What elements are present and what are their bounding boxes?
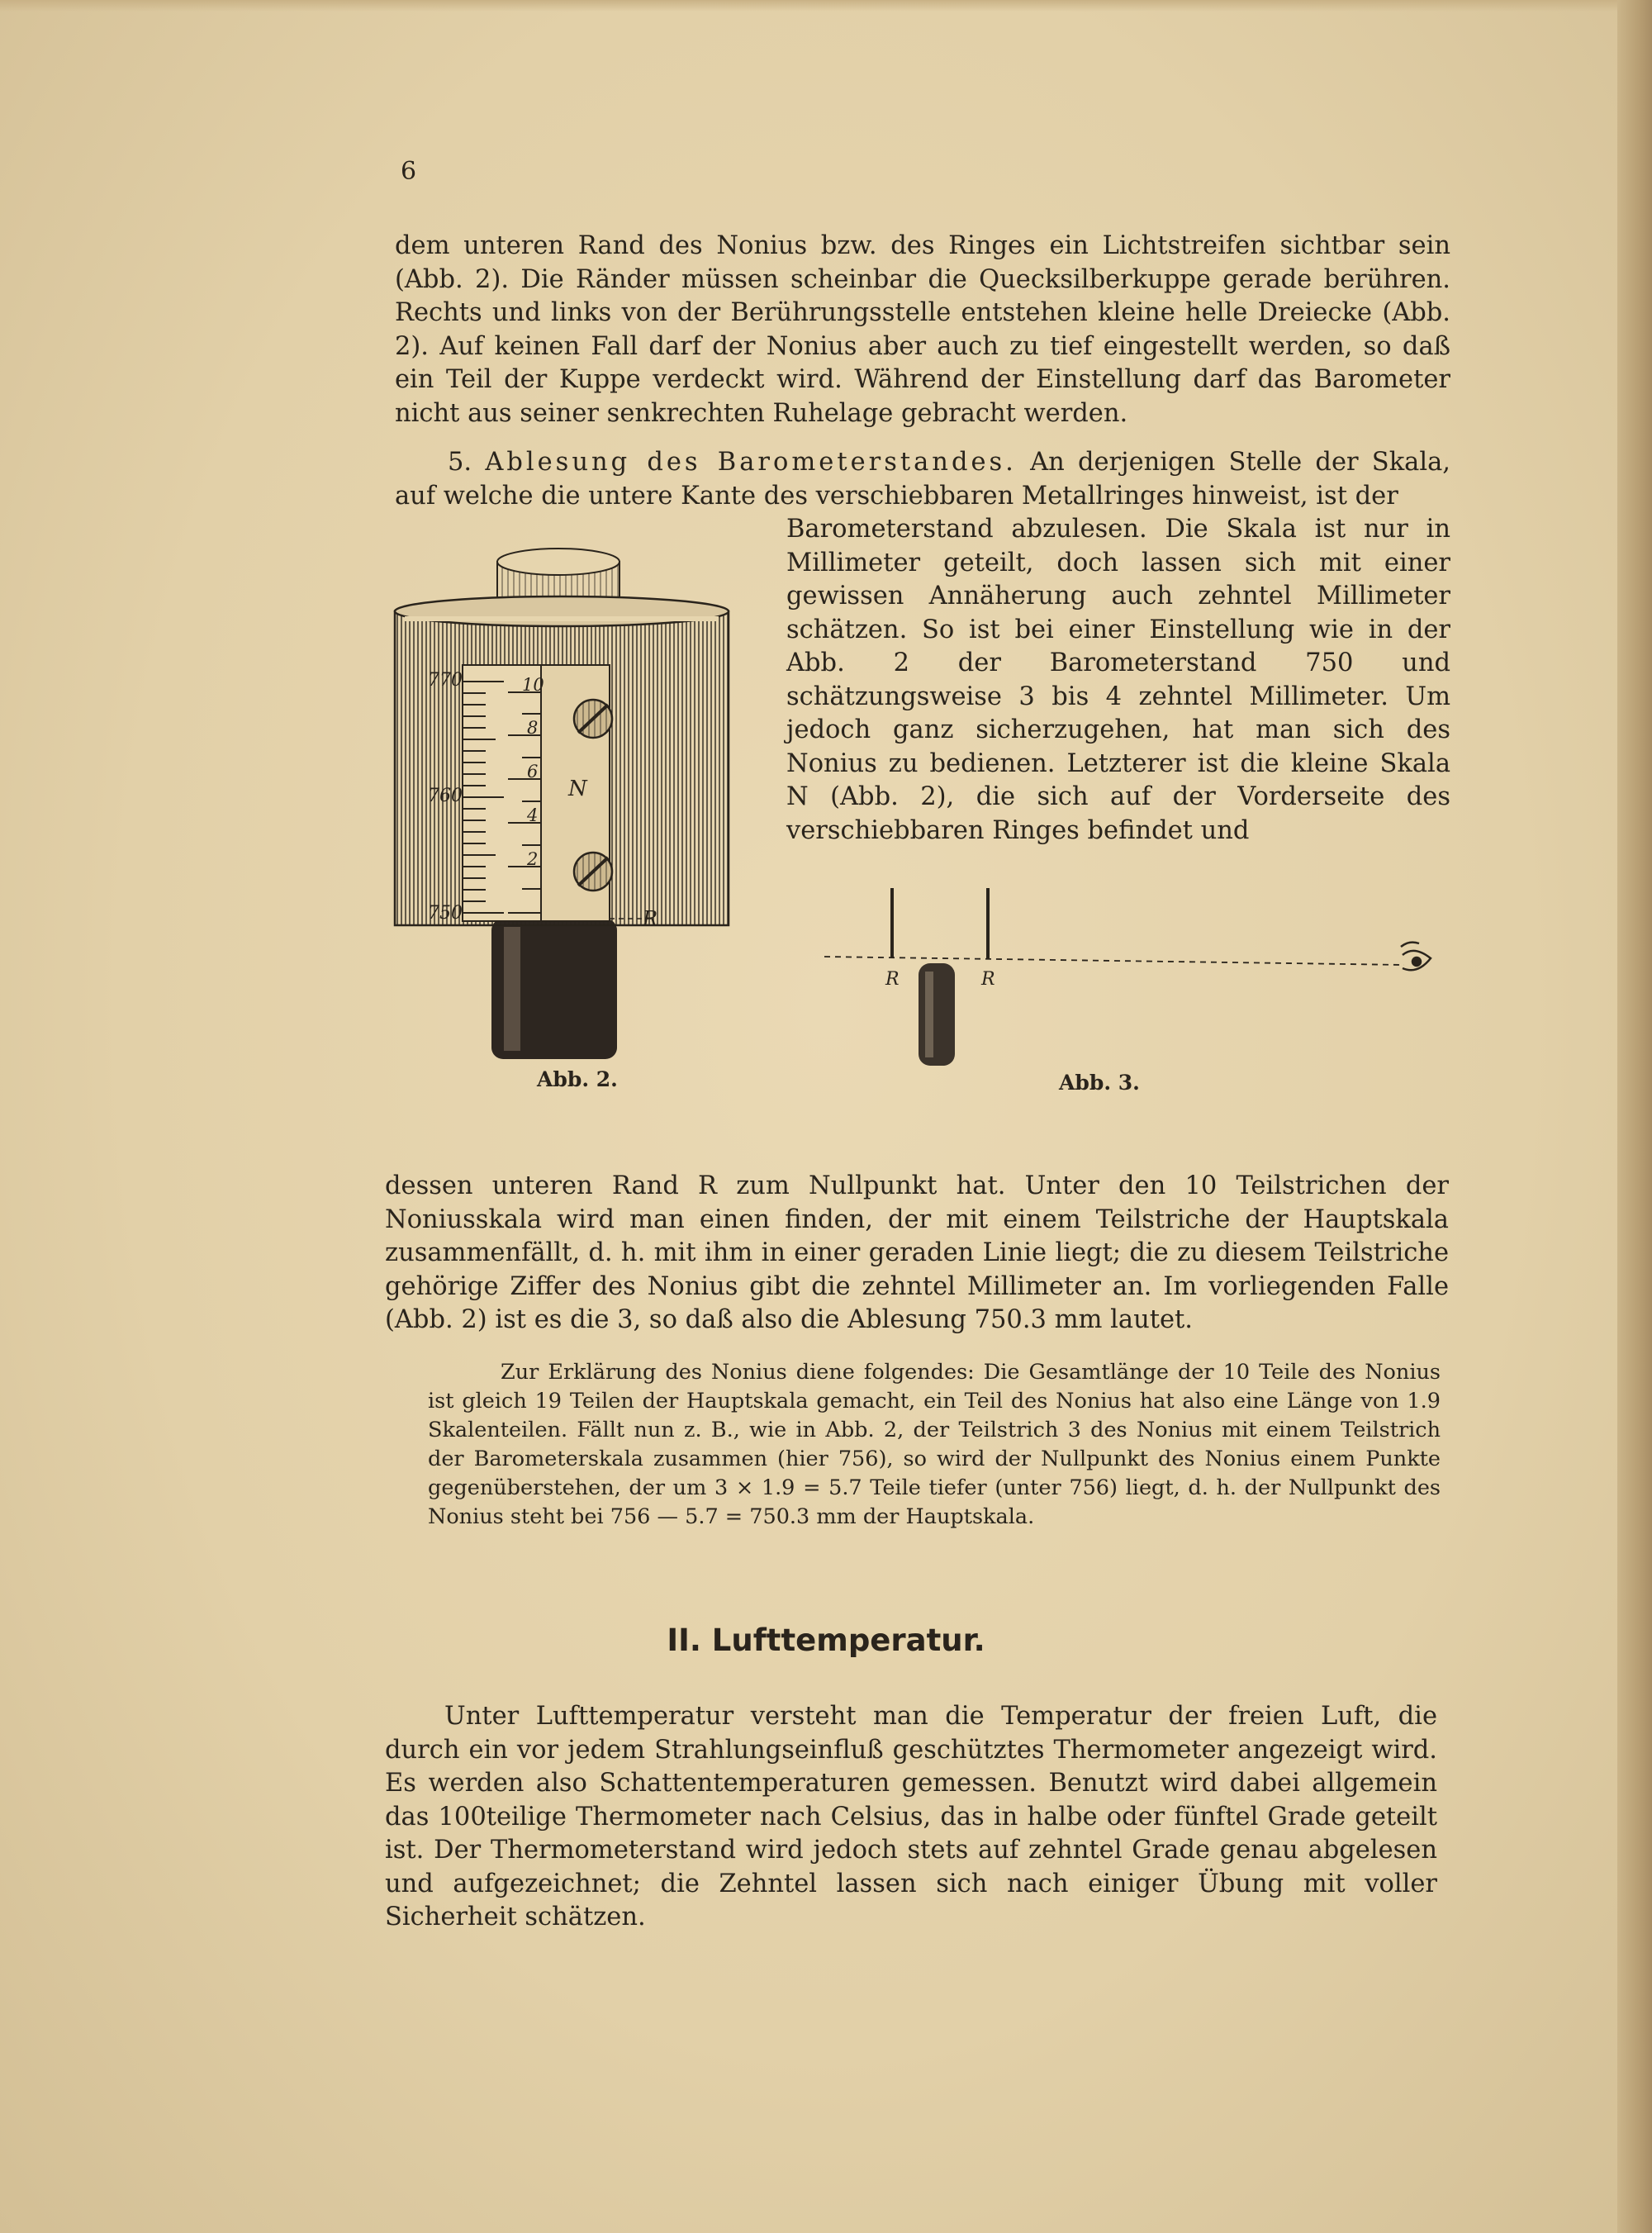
upper-screw [574,700,612,738]
section-2-heading: II. Lufttemperatur. [667,1622,985,1658]
footnote-vernier [428,1358,1441,1532]
fig3-label-R-right: R [981,969,995,990]
page-number: 6 [401,157,417,186]
paragraph-continuation-text: dem unteren Rand des Nonius bzw. des Ringes ein Lichtstreifen sichtbar sein (Abb. 2). Die Ränder müssen scheinbar die Quecksilberkuppe gerade berühren. Rechts und links von der Berührungsstelle entstehen kleine helle Dreiecke (Abb. 2). Auf keinen Fall darf der Nonius aber auch zu tief eingestellt werden, so daß ein Teil der Kuppe verdeckt wird. Während der Einstellung darf das Barometer nicht aus seiner senkrechten Ruhelage gebracht werden. [395,231,1450,428]
scale-label-770: 770 [428,670,463,691]
paragraph-continuation [395,230,1450,430]
figure-2-caption: Abb. 2. [537,1067,618,1091]
scale-label-760: 760 [428,786,463,806]
lower-screw [574,853,612,891]
section-5-heading: Ablesung des Barometerstandes. [485,448,1017,477]
paragraph-vernier-text: dessen unteren Rand R zum Nullpunkt hat. Unter den 10 Teilstrichen der Noniusskala wird man einen finden, der mit einem Teilstriche der Hauptskala zusammenfällt, d. h. mit ihm in einer geraden Linie liegt; die zu diesem Teilstriche gehörige Ziffer des Nonius gibt die zehntel Millimeter an. Im vorliegenden Falle (Abb. 2) ist es die 3, so daß also die Ablesung 750.3 mm lautet. [385,1171,1449,1334]
vernier-label-4: 4 [527,805,539,825]
figure-2-barometer [380,545,743,1074]
vernier-label-8: 8 [527,718,539,738]
section-5-lead: An derjenigen Stelle der Skala, auf welche die untere Kante des verschiebbaren Metallringes hinweist, ist der [395,448,1450,511]
vernier-label-6: 6 [527,762,539,782]
footnote-vernier-text: Zur Erklärung des Nonius diene folgendes: Die Gesamtlänge der 10 Teile des Nonius ist gleich 19 Teilen der Hauptskala gemacht, ein Teil des Nonius hat also eine Länge von 1.9 Skalenteilen. Fällt nun z. B., wie in Abb. 2, der Teilstrich 3 des Nonius mit einem Teilstrich der Barometerskala zusammen (hier 756), so wird der Nullpunkt des Nonius einem Punkte gegenüberstehen, der um 3 × 1.9 = 5.7 Teile tiefer (unter 756) liegt, d. h. der Nullpunkt des Nonius steht bei 756 — 5.7 = 750.3 mm der Hauptskala. [428,1360,1441,1529]
section-2-body-text: Unter Lufttemperatur versteht man die Temperatur der freien Luft, die durch ein vor jedem Strahlungseinfluß geschütztes Thermometer angezeigt wird. Es werden also Schattentemperaturen gemessen. Benutzt wird dabei allgemein das 100teilige Thermometer nach Celsius, das in halbe oder fünftel Grade geteilt ist. Der Thermometerstand wird jedoch stets auf zehntel Grade genau abgelesen und aufgezeichnet; die Zehntel lassen sich nach einiger Übung mit voller Sicherheit schätzen. [385,1702,1437,1931]
vernier-label-2: 2 [527,849,539,869]
eye-icon [1401,943,1431,971]
paragraph-vernier [385,1170,1449,1337]
section-2-body [385,1700,1437,1935]
fig3-label-R-left: R [885,969,900,990]
vernier-label-10: 10 [522,675,544,695]
vernier-letter-N: N [568,777,587,801]
section-5-side-text: Barometerstand abzulesen. Die Skala ist nur in Millimeter geteilt, doch lassen sich mit einer gewissen Annäherung auch zehntel Millimeter schätzen. So ist bei einer Einstellung wie in der Abb. 2 der Barometerstand 750 und schätzungsweise 3 bis 4 zehntel Millimeter. Um jedoch ganz sicherzugehen, hat man sich des Nonius zu bedienen. Letzterer ist die kleine Skala N (Abb. 2), die sich auf der Vorderseite des verschiebbaren Ringes befindet und [786,515,1450,845]
figure-3-caption: Abb. 3. [1059,1071,1140,1095]
section-5-number: 5. [448,448,486,477]
section-5-intro [395,446,1450,513]
page-right-edge [1617,0,1652,2233]
page-top-edge [0,0,1652,12]
mercury-meniscus [919,963,955,1066]
figure-3-sighting [793,876,1454,1074]
scale-label-750: 750 [428,903,463,924]
sight-line [824,957,1404,965]
ring-letter-R: R [643,907,658,930]
